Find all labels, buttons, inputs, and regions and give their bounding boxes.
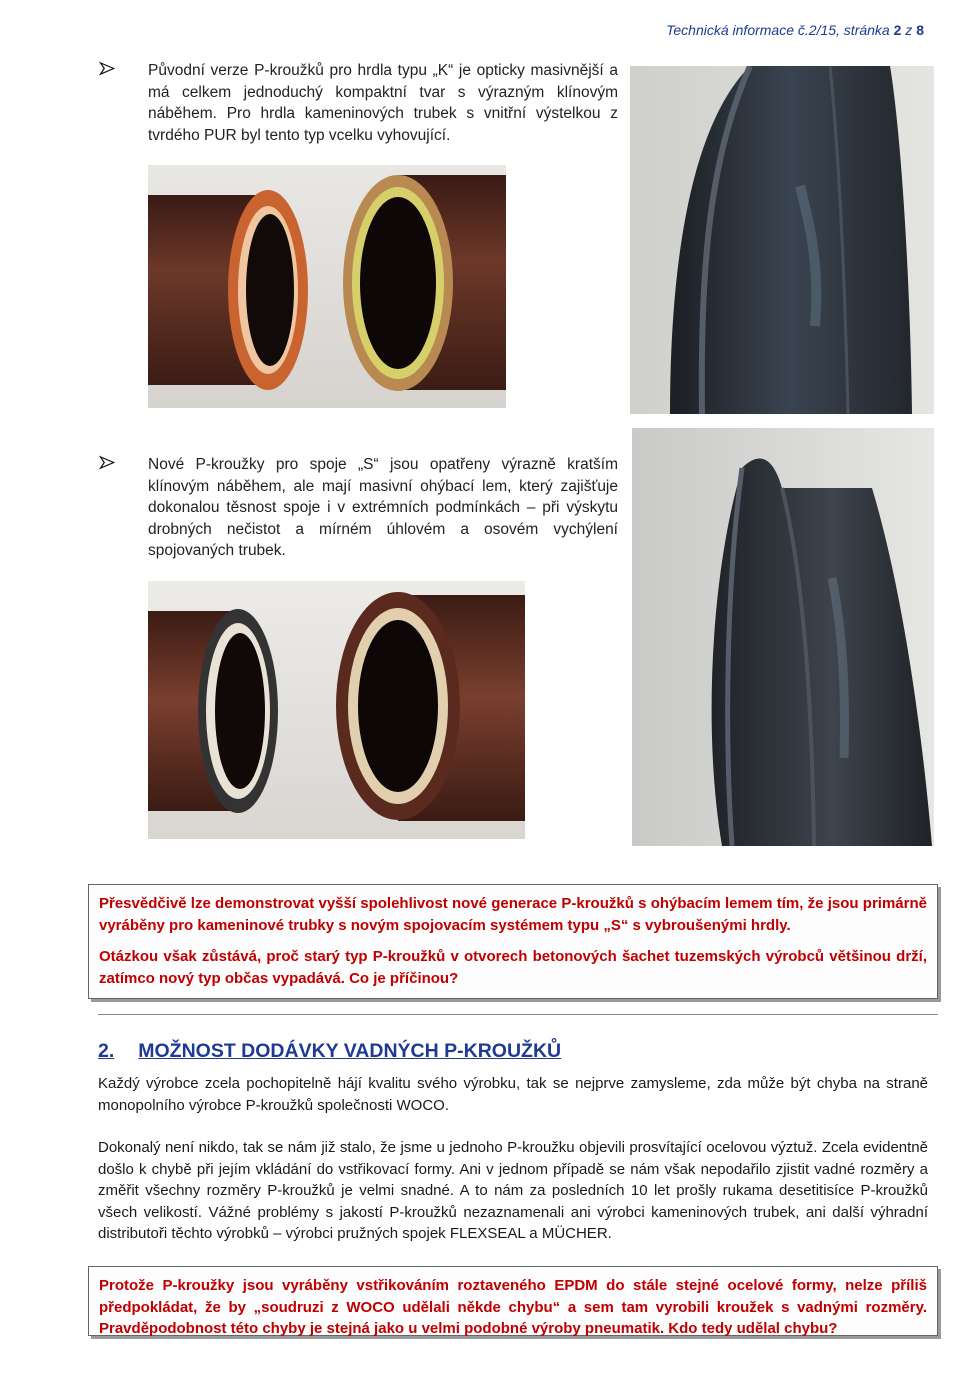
callout-box-conclusion	[88, 1266, 938, 1336]
callout-paragraph: Protože P-kroužky jsou vyráběny vstřikováním roztaveného EPDM do stále stejné ocelové formy, nelze příliš předpokládat, že by „soudruzi z WOCO udělali někde chybu“ a sem tam vyrobili kroužek s vadnými rozměry. Pravděpodobnost této chyby je stejná jako u velmi podobné výroby pneumatik. Kdo tedy udělal chybu?	[99, 1277, 927, 1337]
header-prefix: Technická informace č.2/15, stránka	[666, 22, 894, 38]
section-title: MOŽNOST DODÁVKY VADNÝCH P-KROUŽKŮ	[138, 1040, 562, 1062]
callout-paragraph: Otázkou však zůstává, proč starý typ P-kroužků v otvorech betonových šachet tuzemských výrobců většinou drží, zatímco nový typ občas vypadává. Co je příčinou?	[99, 948, 927, 987]
photo-new-ring	[632, 428, 934, 846]
photo-old-ring	[630, 66, 934, 414]
page-header-info	[666, 22, 924, 38]
body-paragraph	[98, 1073, 928, 1116]
arrow-bullet-icon	[98, 61, 118, 76]
callout-paragraph: Přesvědčivě lze demonstrovat vyšší spolehlivost nové generace P-kroužků s ohýbacím lemem tím, že jsou primárně vyráběny pro kameninové trubky s novým spojovacím systémem typu „S“ s vybroušenými hrdly.	[99, 895, 927, 934]
photo-old-joint	[148, 165, 506, 408]
section-number: 2.	[98, 1040, 115, 1062]
arrow-bullet-icon	[98, 455, 118, 470]
callout-box-comparison	[88, 884, 938, 999]
section-divider	[98, 1014, 938, 1015]
body-paragraph	[98, 1137, 928, 1245]
photo-new-joint	[148, 581, 525, 839]
bullet-text: Nové P-kroužky pro spoje „S“ jsou opatřeny výrazně kratším klínovým náběhem, ale mají masivní ohýbací lem, který zajišťuje dokonalou těsnost spoje i v extrémních podmínkách – při výskytu drobných nečistot a mírném úhlovém a osovém vychýlení spojovaných trubek.	[148, 456, 618, 559]
header-page-total: 8	[916, 22, 924, 38]
header-page-number: 2	[893, 22, 902, 38]
paragraph-text: Dokonalý není nikdo, tak se nám již stalo, že jsme u jednoho P-kroužku objevili prosvítající ocelovou výztuž. Zcela evidentně došlo k chybě při jejím vkládání do vstřikovací formy. Ani v jednom případě se nám však nepodařilo zjistit vadné rozměry a změřit všechny rozměry P-kroužků je velmi snadné. A to nám za posledních 10 let prošly rukama desetitisíce P-kroužků všech velikostí. Vážné problémy s jakostí P-kroužků nezaznamenali ani výrobci kameninových trubek, ani další výhradní distributoři těchto výrobků – výrobci pružných spojek FLEXSEAL a MÜCHER.	[98, 1139, 928, 1242]
paragraph-text: Každý výrobce zcela pochopitelně hájí kvalitu svého výrobku, tak se nejprve zamysleme, zda může být chyba na straně monopolního výrobce P-kroužků společnosti WOCO.	[98, 1075, 928, 1114]
bullet-old-ring	[98, 60, 618, 146]
section-heading	[98, 1040, 561, 1063]
header-of: z	[901, 22, 917, 38]
bullet-new-ring	[98, 454, 618, 562]
bullet-text: Původní verze P-kroužků pro hrdla typu „K“ je opticky masivnější a má celkem jednoduchý kompaktní tvar s výrazným klínovým náběhem. Pro hrdla kameninových trubek s vnitřní výstelkou z tvrdého PUR byl tento typ vcelku vyhovující.	[148, 62, 618, 144]
